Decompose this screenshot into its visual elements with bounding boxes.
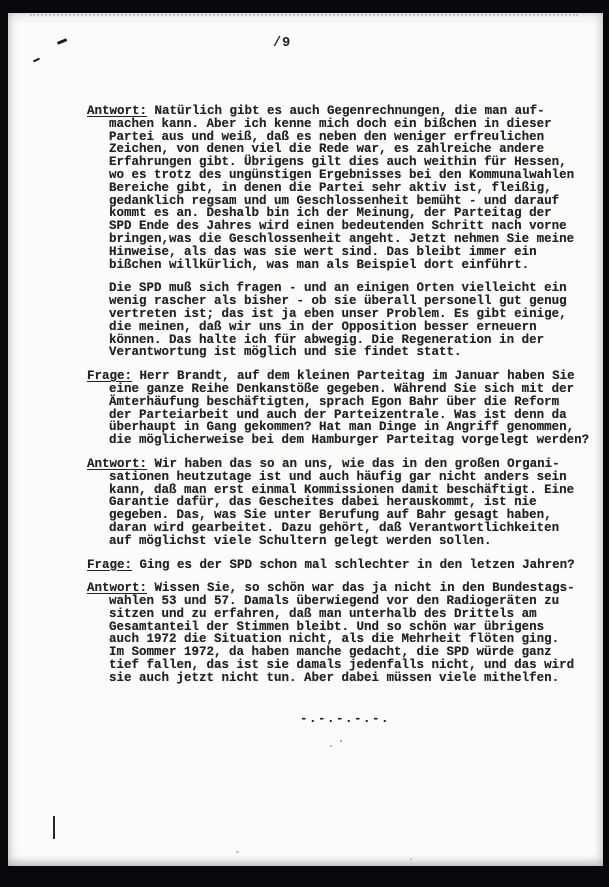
text-line: die möglicherweise bei dem Hamburger Parteitag vorgelegt werden? [109,433,590,448]
document-body [87,105,603,696]
speaker-label: Antwort: [87,104,148,118]
text-line: Antwort: Wir haben das so an uns, wie das in den großen Organi- [87,456,560,471]
text-line: Gesamtanteil der Stimmen bleibt. Und so schön war übrigens [109,619,545,634]
speaker-label: Antwort: [87,581,148,596]
text-line: vertreten ist; das ist ja eben unser Problem. Es gibt einige, [109,306,567,321]
scan-noise [30,14,578,16]
text-line: bringen,was die Geschlossenheit angeht. Jetzt nehmen Sie meine [109,231,575,246]
frage-paragraph [87,370,603,447]
text-line: Antwort: Natürlich gibt es auch Gegenrechnungen, die man auf- [87,104,545,118]
text-line: bißchen willkürlich, was man als Beispiel dort einführt. [109,257,530,272]
text-line: auf möglichst viele Schultern gelegt werden sollen. [109,533,492,548]
speaker-label: Frage: [87,369,133,384]
text-line: wo es trotz des ungünstigen Ergebnisses bei den Kommunalwahlen [109,167,575,182]
scan-speck [33,58,40,63]
text-line: gedanklich regsam und um Geschlossenheit bemüht - und darauf [109,193,560,208]
text-line: wenig rascher als bisher - ob sie überall personell gut genug [109,294,567,309]
speaker-label: Frage: [87,557,133,572]
text-line: Partei aus und weiß, daß es neben den weniger erfreulichen [109,129,545,144]
scan-speck [236,851,239,853]
text-line: tief fallen, das ist sie damals jedenfalls nicht, und das wird [109,658,575,673]
frage-paragraph [87,559,603,572]
text-line: Im Sommer 1972, da haben manche gedacht, die SPD würde ganz [109,645,552,660]
text-line: sationen heutzutage ist und auch häufig gar nicht anders sein [109,469,567,484]
text-line: der Parteiarbeit und auch der Parteizentrale. Was ist denn da [109,407,567,422]
text-line: daran wird gearbeitet. Dazu gehört, daß Verantwortlichkeiten [109,520,560,535]
antwort-paragraph [87,458,603,548]
text-line: können. Das halte ich für abwegig. Die Regeneration in der [109,332,545,347]
scan-speck [340,740,342,742]
text-line: überhaupt in Gang gekommen? Hat man Dinge in Angriff genommen, [109,420,575,435]
text-line: gegeben. Das, was Sie unter Berufung auf Bahr gesagt haben, [109,508,552,523]
body-paragraph [87,282,603,359]
text-line: machen kann. Aber ich kenne mich doch ein bißchen in dieser [109,116,552,131]
text-line: kann, daß man erst einmal Kommissionen damit beschäftigt. Eine [109,482,575,497]
text-line: auch 1972 die Situation nicht, als die Mehrheit flöten ging. [109,632,560,647]
text-line: Garantie dafür, das Gescheites dabei herauskommt, ist nie [109,495,537,510]
text-line: Verantwortung ist möglich und sie findet statt. [109,345,462,360]
text-line: sitzen und zu erfahren, daß man unterhalb des Drittels am [109,606,537,621]
text-line: Zeichen, von denen viel die Rede war, es zahlreiche andere [109,142,545,157]
antwort-paragraph [87,582,603,684]
text-line: Frage: Herr Brandt, auf dem kleinen Parteitag im Januar haben Sie [87,369,575,384]
text-line: Hinweise, als das was sie wert sind. Das bleibt immer ein [109,244,537,259]
text-line: Ämterhäufung beschäftigten, sprach Egon Bahr über die Reform [109,394,560,409]
text-line: Die SPD muß sich fragen - und an einigen Orten vielleicht ein [109,281,567,296]
document-page [8,13,603,866]
scan-speck [330,745,332,747]
text-line: Frage: Ging es der SPD schon mal schlechter in den letzen Jahren? [87,557,575,572]
text-line: kommt es an. Deshalb bin ich der Meinung, der Parteitag der [109,206,552,221]
text-line: Bereiche gibt, in denen die Partei sehr aktiv ist, fleißig, [109,180,552,195]
end-separator: -.-.-.-.-. [300,712,391,726]
text-line: Antwort: Wissen Sie, so schön war das ja nicht in den Bundestags- [87,581,575,596]
scan-speck [410,858,412,860]
page-number: /9 [273,36,292,51]
text-line: Erfahrungen gibt. Übrigens gilt dies auch weithin für Hessen, [109,155,567,170]
text-line: die meinen, daß wir uns in der Opposition besser erneuern [109,319,537,334]
scan-stray-line [53,816,55,839]
text-line: wahlen 53 und 57. Damals überwiegend vor den Radiogeräten zu [109,594,560,609]
antwort-paragraph [87,105,603,271]
text-line: eine ganze Reihe Denkanstöße gegeben. Während Sie sich mit der [109,381,575,396]
speaker-label: Antwort: [87,456,148,471]
scan-speck [57,38,67,44]
text-line: sie auch jetzt nicht tun. Aber dabei müssen viele mithelfen. [109,670,560,685]
text-line: SPD Ende des Jahres wird einen bedeutenden Schritt nach vorne [109,219,567,234]
